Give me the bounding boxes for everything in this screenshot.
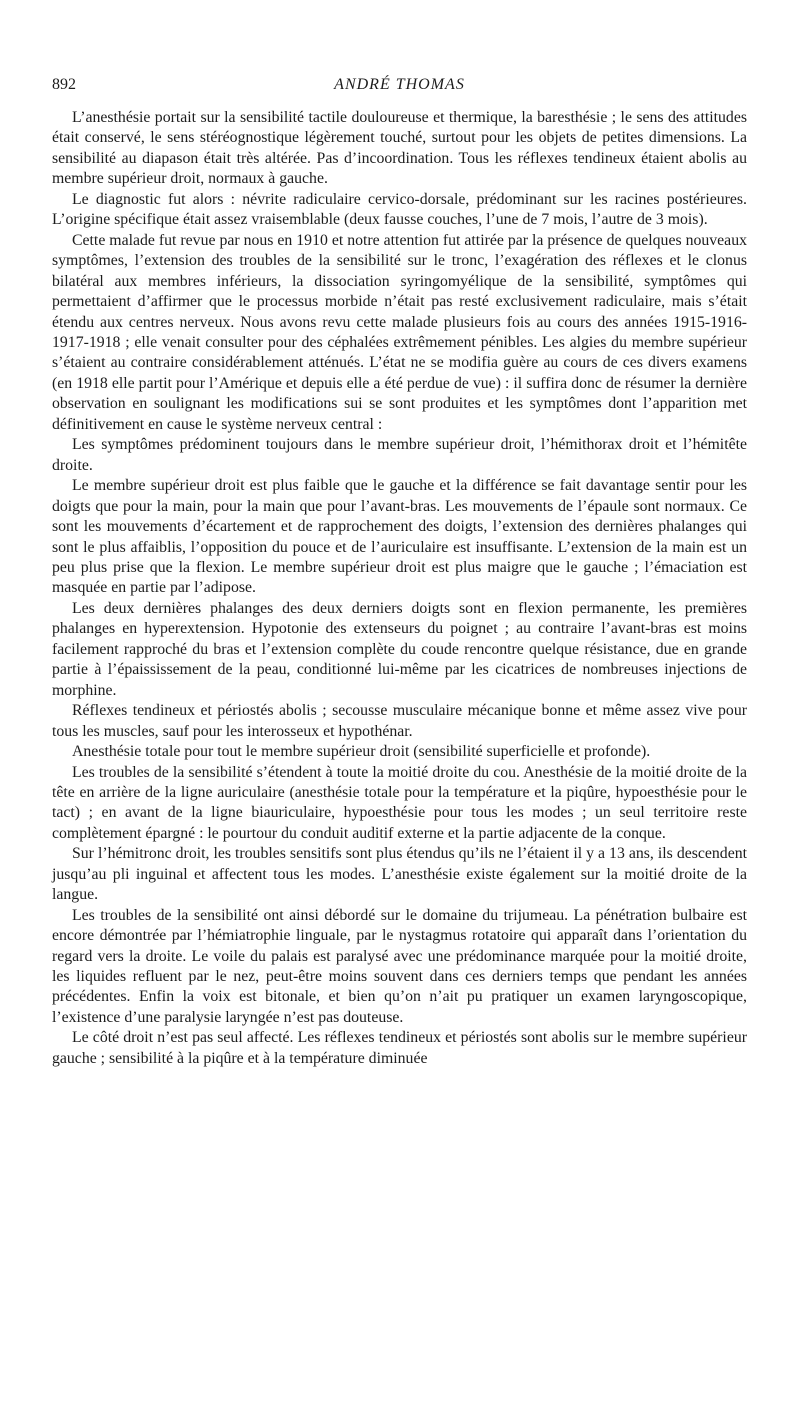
paragraph: L’anesthésie portait sur la sensibilité tactile douloureuse et thermique, la baresthésie ; le sens des attitudes était conservé, le sens stéréognostique légèrement touché, surtout pour les objets de petites dimensions. La sensibilité au diapason était très altérée. Pas d’incoordination. Tous les réflexes tendineux étaient abolis au membre supérieur droit, normaux à gauche. — [52, 109, 747, 188]
journal-page — [52, 76, 747, 1376]
page-number: 892 — [52, 76, 76, 93]
running-header — [52, 76, 747, 100]
running-head-author: ANDRÉ THOMAS — [334, 76, 465, 93]
paragraph: Le membre supérieur droit est plus faible que le gauche et la différence se fait davantage sentir pour les doigts que pour la main, pour la main que pour l’avant-bras. Les mouvements de l’épaule sont normaux. Ce sont les mouvements d’écartement et de rapprochement des doigts, l’extension des dernières phalanges qui sont le plus affaiblis, l’opposition du pouce et de l’auriculaire est insuffisante. L’extension de la main est un peu plus prise que la flexion. Le membre supérieur droit est plus maigre que le gauche ; l’émaciation est masquée en partie par l’adipose. — [52, 477, 747, 597]
paragraph: Les troubles de la sensibilité s’étendent à toute la moitié droite du cou. Anesthésie de la moitié droite de la tête en arrière de la ligne auriculaire (anesthésie totale pour la température et la piqûre, hypoesthésie pour le tact) ; en avant de la ligne biauriculaire, hypoesthésie pour tous les modes ; un seul territoire reste complètement épargné : le pourtour du conduit auditif externe et la partie adjacente de la conque. — [52, 763, 747, 842]
paragraph: Anesthésie totale pour tout le membre supérieur droit (sensibilité superficielle et profonde). — [72, 743, 651, 761]
paragraph: Réflexes tendineux et périostés abolis ; secousse musculaire mécanique bonne et même assez vive pour tous les muscles, sauf pour les interosseux et hypothénar. — [52, 702, 747, 740]
paragraph: Le diagnostic fut alors : névrite radiculaire cervico-dorsale, prédominant sur les racines postérieures. L’origine spécifique était assez vraisemblable (deux fausse couches, l’une de 7 mois, l’autre de 3 mois). — [52, 190, 747, 229]
article-body — [52, 108, 747, 1069]
paragraph: Cette malade fut revue par nous en 1910 et notre attention fut attirée par la présence de quelques nouveaux symptômes, l’extension des troubles de la sensibilité sur le tronc, l’exagération des réflexes et le clonus bilatéral aux membres inférieurs, la dissociation syringomyélique de la sensibilité, symptômes qui permettaient d’affirmer que le processus morbide n’était pas resté exclusivement radiculaire, mais s’était étendu aux centres nerveux. Nous avons revu cette malade plusieurs fois au cours des années 1915-1916-1917-1918 ; elle venait consulter pour des céphalées extrêmement pénibles. Les algies du membre supérieur s’étaient au contraire considérablement atténués. L’état ne se modifia guère au cours de ces divers examens (en 1918 elle partit pour l’Amérique et depuis elle a été perdue de vue) : il suffira donc de résumer la dernière observation en soulignant les modifications sui se sont produites et les symptômes dont l’apparition met définitivement en cause le système nerveux central : — [52, 231, 747, 433]
paragraph: Les symptômes prédominent toujours dans le membre supérieur droit, l’hémithorax droit et l’hémitête droite. — [52, 436, 747, 474]
paragraph: Les troubles de la sensibilité ont ainsi débordé sur le domaine du trijumeau. La pénétration bulbaire est encore démontrée par l’hémiatrophie linguale, par le nystagmus rotatoire qui apparaît dans l’orientation du regard vers la droite. Le voile du palais est paralysé avec une prédominance marquée pour la moitié droite, les liquides refluent par le nez, peut-être moins souvent dans ces derniers temps que pendant les années précédentes. Enfin la voix est bitonale, et bien qu’on n’ait pu pratiquer un examen laryngoscopique, l’existence d’une paralysie laryngée n’est pas douteuse. — [52, 906, 747, 1026]
paragraph: Le côté droit n’est pas seul affecté. Les réflexes tendineux et périostés sont abolis sur le membre supérieur gauche ; sensibilité à la piqûre et à la température diminuée — [52, 1029, 747, 1067]
paragraph: Les deux dernières phalanges des deux derniers doigts sont en flexion permanente, les premières phalanges en hyperextension. Hypotonie des extenseurs du poignet ; au contraire l’avant-bras est moins facilement rapproché du bras et l’extension complète du coude rencontre quelque résistance, due en grande partie à l’épaississement de la peau, conditionné lui-même par les cicatrices de nombreuses injections de morphine. — [52, 599, 747, 699]
paragraph: Sur l’hémitronc droit, les troubles sensitifs sont plus étendus qu’ils ne l’étaient il y a 13 ans, ils descendent jusqu’au pli inguinal et affectent tous les modes. L’anesthésie existe également sur la moitié droite de la langue. — [52, 845, 747, 904]
